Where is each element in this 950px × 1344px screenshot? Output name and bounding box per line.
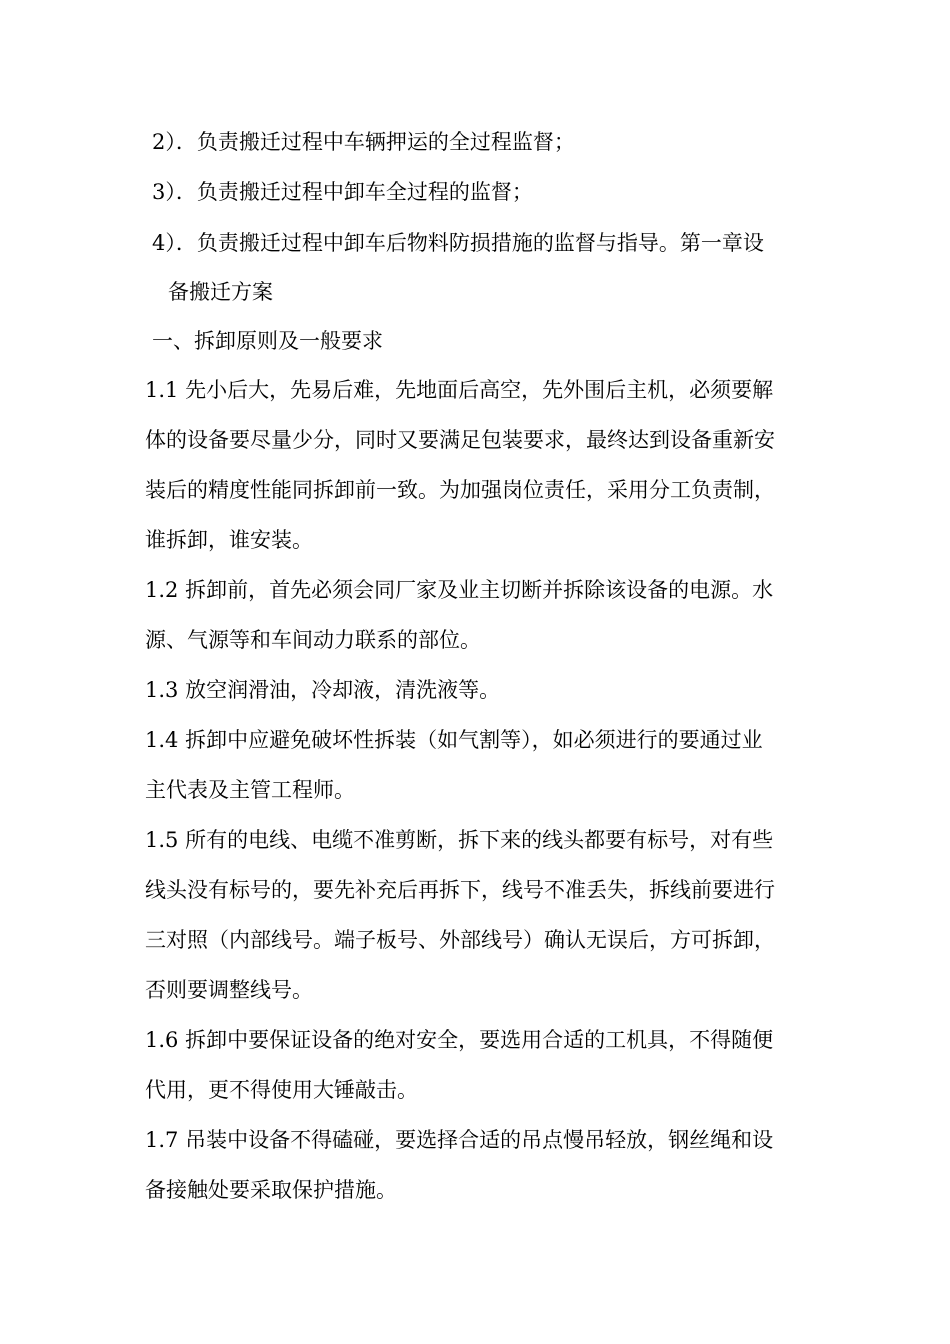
paragraph-1-1-line-3: 装后的精度性能同拆卸前一致。为加强岗位责任，采用分工负责制， (145, 478, 775, 502)
paragraph-1-5-line-4: 否则要调整线号。 (145, 978, 313, 1002)
text-line-2-vehicle-escort: 2）．负责搬迁过程中车辆押运的全过程监督； (152, 130, 575, 154)
paragraph-1-7-line-2: 备接触处要采取保护措施。 (145, 1178, 397, 1202)
paragraph-1-6-line-1: 1.6 拆卸中要保证设备的绝对安全，要选用合适的工机具，不得随便 (145, 1028, 774, 1052)
paragraph-1-6-line-2: 代用，更不得使用大锤敲击。 (145, 1078, 418, 1102)
paragraph-1-1-line-2: 体的设备要尽量少分，同时又要满足包装要求，最终达到设备重新安 (145, 428, 775, 452)
paragraph-1-1-line-4: 谁拆卸，谁安装。 (145, 528, 313, 552)
paragraph-1-3: 1.3 放空润滑油，冷却液，清洗液等。 (145, 678, 501, 702)
paragraph-1-7-line-1: 1.7 吊装中设备不得磕碰，要选择合适的吊点慢吊轻放，钢丝绳和设 (145, 1128, 774, 1152)
paragraph-1-4-line-1: 1.4 拆卸中应避免破坏性拆装（如气割等），如必须进行的要通过业 (145, 728, 763, 752)
text-line-4-damage-prevention: 4）．负责搬迁过程中卸车后物料防损措施的监督与指导。第一章设 (152, 231, 764, 255)
paragraph-1-2-line-2: 源、气源等和车间动力联系的部位。 (145, 628, 481, 652)
section-heading: 一、拆卸原则及一般要求 (152, 329, 383, 353)
text-line-3-unloading-supervision: 3）．负责搬迁过程中卸车全过程的监督； (152, 180, 533, 204)
paragraph-1-5-line-3: 三对照（内部线号。端子板号、外部线号）确认无误后，方可拆卸， (145, 928, 775, 952)
text-line-4-continuation: 备搬迁方案 (168, 280, 273, 304)
paragraph-1-5-line-2: 线头没有标号的，要先补充后再拆下，线号不准丢失，拆线前要进行 (145, 878, 775, 902)
paragraph-1-1-line-1: 1.1 先小后大，先易后难，先地面后高空，先外围后主机，必须要解 (145, 378, 774, 402)
paragraph-1-5-line-1: 1.5 所有的电线、电缆不准剪断，拆下来的线头都要有标号，对有些 (145, 828, 774, 852)
paragraph-1-4-line-2: 主代表及主管工程师。 (145, 778, 355, 802)
paragraph-1-2-line-1: 1.2 拆卸前，首先必须会同厂家及业主切断并拆除该设备的电源。水 (145, 578, 774, 602)
